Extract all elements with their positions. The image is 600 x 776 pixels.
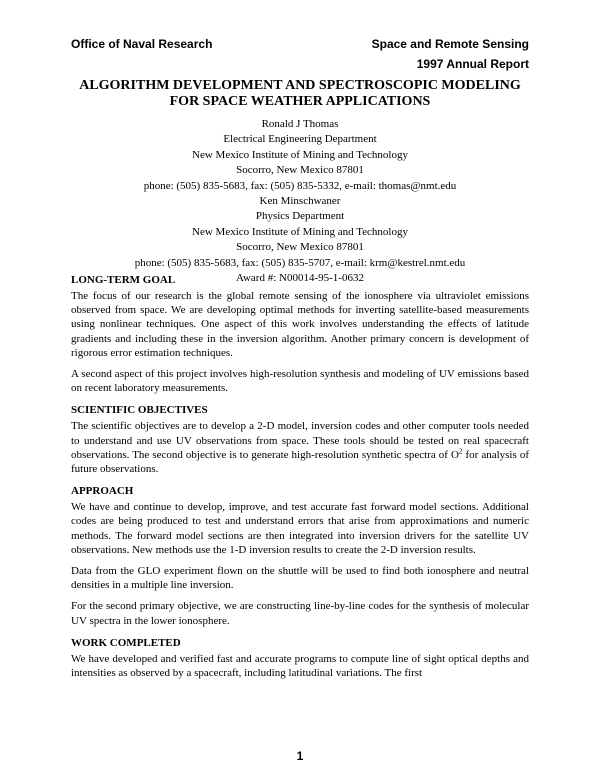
section-heading: APPROACH — [71, 485, 134, 498]
section-long-term-goal — [71, 272, 529, 395]
paragraph-text: The scientific objectives are to develop a 2-D model, inversion codes and other computer tools needed to understand and use UV observations from space. These tools should be tested on real spacecraft observations. The second objective is to generate high-resolution synthetic spectra of O — [71, 420, 529, 461]
author-contact: phone: (505) 835-5683, fax: (505) 835-5332, e-mail: thomas@nmt.edu — [143, 179, 457, 192]
section-heading: SCIENTIFIC OBJECTIVES — [71, 404, 208, 417]
section-approach — [71, 483, 529, 628]
paragraph: For the second primary objective, we are constructing line-by-line codes for the synthesis of molecular UV spectra in the lower ionosphere. — [71, 600, 529, 627]
section-heading: WORK COMPLETED — [71, 636, 181, 649]
author-name: Ken Minschwaner — [259, 195, 341, 208]
paragraph: We have developed and verified fast and accurate programs to compute line of sight optical depths and intensities as observed by a spacecraft, including latitudinal variations. The first — [71, 652, 529, 680]
author-contact: phone: (505) 835-5683, fax: (505) 835-5707, e-mail: krm@kestrel.nmt.edu — [134, 256, 466, 269]
paper-body — [71, 272, 529, 687]
award-number: Award #: N00014-95-1-0632 — [236, 272, 364, 285]
paper-title — [71, 78, 529, 110]
section-scientific-objectives — [71, 402, 529, 476]
paragraph: A second aspect of this project involves high-resolution synthesis and modeling of UV emissions based on recent laboratory measurements. — [71, 368, 529, 395]
header-report-year: 1997 Annual Report — [416, 57, 529, 71]
author-department: Physics Department — [255, 210, 345, 223]
paragraph: Data from the GLO experiment flown on the shuttle will be used to find both ionosphere and neutral densities in a multiple line inversion. — [71, 565, 529, 592]
author-institution: New Mexico Institute of Mining and Technology — [192, 225, 408, 238]
paragraph: The focus of our research is the global remote sensing of the ionosphere via ultraviolet emissions observed from space. We are developing optimal methods for inverting satellite-based measurements using nonlinear techniques. One aspect of this work involves understanding the effects of latitude gradients and including these in the inversion algorithm. Another primary concern is development of rigorous error estimation techniques. — [71, 290, 529, 359]
author-institution: New Mexico Institute of Mining and Technology — [192, 148, 408, 161]
author-block — [71, 117, 529, 286]
paragraph — [71, 419, 529, 476]
author-department: Electrical Engineering Department — [223, 133, 377, 146]
title-line-1: ALGORITHM DEVELOPMENT AND SPECTROSCOPIC MODELING — [79, 78, 521, 93]
author-address: Socorro, New Mexico 87801 — [236, 164, 364, 177]
subscript-number: 2 — [458, 447, 463, 456]
header-organization: Office of Naval Research — [71, 37, 213, 51]
page-number: 1 — [296, 749, 304, 763]
title-line-2: FOR SPACE WEATHER APPLICATIONS — [169, 94, 431, 109]
section-heading: LONG-TERM GOAL — [71, 274, 176, 286]
header-program: Space and Remote Sensing — [371, 37, 529, 51]
author-name: Ronald J Thomas — [261, 118, 339, 130]
author-address: Socorro, New Mexico 87801 — [236, 241, 364, 254]
section-work-completed — [71, 635, 529, 680]
paragraph: We have and continue to develop, improve, and test accurate fast forward model sections. Additional codes are being produced to test and understand errors that arise from approximations and numeric methods. The forward model sections are then integrated into inversion drivers for the satellite UV observations. New methods use the 1-D inversion results to create the 2-D inversion results. — [71, 501, 529, 556]
paragraph-text: for analysis of future observations. — [71, 448, 529, 476]
